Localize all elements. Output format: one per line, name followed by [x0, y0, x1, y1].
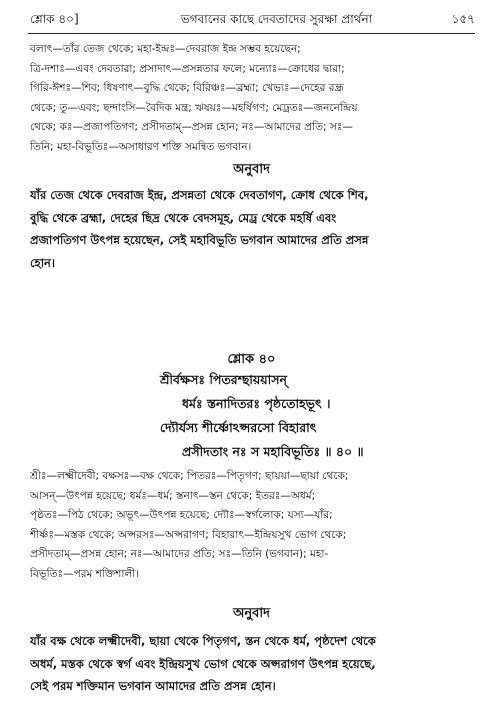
synonyms-line: থেকে; তু—এবং; ছন্দাংসি—বৈদিক মন্ত্র; ঋষয়ঃ—মহর্ষিগণ; মেঢ্রতঃ—জননেন্দ্রিয় — [30, 101, 358, 114]
verse-line: প্রসীদতাং নঃ স মহাবিভূতিঃ ॥ ৪০ ॥ — [182, 444, 364, 459]
header-chapter-title: ভগবানের কাছে দেবতাদের সুরক্ষা প্রার্থনা — [180, 12, 373, 26]
synonyms-top — [30, 40, 475, 157]
synonyms-line: শীর্ষ্ণঃ—মস্তক থেকে; অপ্সরসঃ—অপ্সরাগণ; বিহারাৎ—ইন্দ্রিয়সুখ ভোগ থেকে; — [30, 528, 347, 541]
synonyms-line: বলাৎ—তাঁর তেজ থেকে; মহা-ইন্দ্রঃ—দেবরাজ ইন্দ্র সম্ভব হয়েছেন; — [30, 43, 301, 55]
translation-line: অধর্ম, মস্তক থেকে স্বর্গ এবং ইন্দ্রিয়সুখ ভোগ থেকে অপ্সরাগণ উৎপন্ন হয়েছে, — [30, 656, 376, 671]
page-number: ১৫৭ — [451, 12, 475, 26]
synonyms-line: তিনি; মহা-বিভূতিঃ—অসাধারণ শক্তি সমন্বিত ভগবান। — [30, 140, 252, 153]
header-rule — [28, 33, 475, 34]
synonyms-line: আসন্—উৎপন্ন হয়েছে; ধর্মঃ—ধর্ম; স্তনাৎ—স্তন থেকে; ইতরঃ—অধর্ম; — [30, 489, 316, 502]
synonyms-line: পৃষ্ঠতঃ—পিঠ থেকে; অভূৎ—উৎপন্ন হয়েছে; দ্যৌঃ—স্বর্গলোক; যস্য—যাঁর; — [30, 509, 333, 521]
translation-line: বুদ্ধি থেকে ব্রহ্মা, দেহের ছিদ্র থেকে বেদসমূহ, মেঢ্র থেকে মহর্ষি এবং — [30, 210, 337, 225]
verse-heading: শ্লোক ৪০ — [227, 352, 276, 367]
synonyms-bottom — [30, 467, 475, 584]
translation-line: প্রজাপতিগণ উৎপন্ন হয়েছেন, সেই মহাবিভূতি ভগবান আমাদের প্রতি প্রসন্ন — [30, 233, 369, 247]
synonyms-line: গিরি-ঈশঃ—শিব; ধিষণাৎ—বুদ্ধি থেকে; বিরিঞ্চঃ—ব্রহ্মা; খেভ্যঃ—দেহের রন্ধ্র — [30, 82, 344, 94]
synonyms-line: থেকে; কঃ—প্রজাপতিগণ; প্রসীদতাম্—প্রসন্ন হোন; নঃ—আমাদের প্রতি; সঃ— — [30, 121, 353, 133]
translation-1 — [30, 184, 475, 274]
translation-line: হোন। — [30, 255, 56, 270]
synonyms-line: শ্রীঃ—লক্ষ্মীদেবী; বক্ষসঃ—বক্ষ থেকে; পিতরঃ—পিতৃগণ; ছায়য়া—ছায়া থেকে; — [30, 470, 349, 482]
verse-line: ধর্মঃ স্তনাদিতরঃ পৃষ্ঠতোহভূৎ । — [182, 396, 331, 411]
synonyms-line: প্রসীদতাম্—প্রসন্ন হোন; নঃ—আমাদের প্রতি; সঃ—তিনি (ভগবান); মহা- — [30, 548, 329, 560]
translation-line: যাঁর বক্ষ থেকে লক্ষ্মীদেবী, ছায়া থেকে পিতৃগণ, স্তন থেকে ধর্ম, পৃষ্ঠদেশ থেকে — [30, 634, 376, 648]
translation-line: যাঁর তেজ থেকে দেবরাজ ইন্দ্র, প্রসন্নতা থেকে দেবতাগণ, ক্রোধ থেকে শিব, — [30, 188, 369, 202]
synonyms-line: ত্রি-দশাঃ—এবং দেবতারা; প্রসাদাৎ—প্রসন্নতার ফলে; মন্যোঃ—ক্রোধের দ্বারা; — [30, 62, 345, 75]
verse-line: দ্যৌর্যস্য শীর্ষ্ণোঽপ্সরসো বিহারাৎ — [160, 420, 317, 435]
synonyms-line: বিভূতিঃ—পরম শক্তিশালী। — [30, 567, 139, 580]
translation-heading: অনুবাদ — [233, 606, 270, 621]
translation-line: সেই পরম শক্তিমান ভগবান আমাদের প্রতি প্রসন্ন হোন। — [30, 679, 276, 693]
verse-line: শ্রীর্বক্ষসঃ পিতরশ্ছায়য়াসন্ — [160, 372, 287, 387]
page-header — [30, 10, 475, 32]
translation-2 — [30, 630, 475, 698]
translation-heading: অনুবাদ — [233, 162, 270, 177]
header-verse-ref: শ্লোক ৪০] — [30, 12, 79, 26]
